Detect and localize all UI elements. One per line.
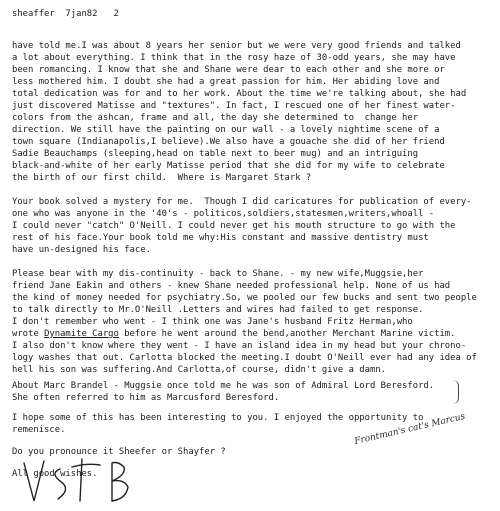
letter-line: hell his son was suffering.And Carlotta,of course, didn't give a damn.: [12, 365, 387, 375]
letter-line: remenisce.: [12, 425, 66, 435]
letter-line: the birth of our first child. Where is Margaret Stark ?: [12, 173, 312, 183]
letter-line: been romancing. I know that she and Shane were dear to each other and she more or: [12, 65, 445, 75]
letter-line: just discovered Matisse and "textures". In fact, I rescued one of her finest water-: [12, 101, 456, 111]
letter-line: friend Jane Eakin and others - knew Shane needed professional help. None of us had: [12, 281, 451, 291]
letter-line: I could never "catch" O'Neill. I could never get his mouth structure to go with the: [12, 221, 456, 231]
letter-line: less mothered him. I doubt she had a great passion for him. Her abiding love and: [12, 77, 440, 87]
letter-line: Sadie Beauchamps (sleeping,head on table next to beer mug) and an intriguing: [12, 149, 419, 159]
letter-line: have told me.I was about 8 years her senior but we were very good friends and talked: [12, 41, 461, 51]
letter-line: total dedication was for and to her work. About the time we're talking about, she had: [12, 89, 467, 99]
letter-line: Your book solved a mystery for me. Though I did caricatures for publication of every-: [12, 197, 472, 207]
letter-line: I hope some of this has been interesting to you. I enjoyed the opportunity to: [12, 413, 424, 423]
letter-line: the kind of money needed for psychiatry.So, we pooled our few bucks and sent two people: [12, 293, 477, 303]
letter-header: sheaffer 7jan82 2: [12, 9, 119, 19]
letter-line: black-and-white of her early Matisse period that she did for my wife to celebrate: [12, 161, 445, 171]
letter-line: Please bear with my dis-continuity - back to Shane. - my new wife,Muggsie,her: [12, 269, 424, 279]
letter-line: to talk directly to Mr.O'Neill .Letters and wires had failed to get response.: [12, 305, 424, 315]
letter-line: I also don't know where they went - I have an island idea in my head but your chrono-: [12, 341, 467, 351]
signature-scribble: [20, 455, 170, 507]
letter-line: rest of his face.Your book told me why:His constant and massive dentistry must: [12, 233, 429, 243]
letter-line: colors from the ashcan, frame and all, the day she determined to change her: [12, 113, 419, 123]
margin-bracket: [452, 380, 459, 404]
letter-text: before he went around the bend,another Merchant Marine victim.: [118, 329, 456, 339]
letter-line: logy washes that out. Carlotta blocked the meeting.I doubt O'Neill ever had any idea of: [12, 353, 477, 363]
closing-line: All good wishes.: [12, 469, 98, 479]
letter-line: Do you pronounce it Sheefer or Shayfer ?: [12, 447, 226, 457]
letter-text: wrote: [12, 329, 45, 339]
letter-line: About Marc Brandel - Muggsie once told me he was son of Admiral Lord Beresford.: [12, 381, 435, 391]
letter-line: one who was anyone in the '40's - politicos,soldiers,statesmen,writers,whoall -: [12, 209, 435, 219]
letter-line: [12, 328, 456, 340]
letter-line: I don't remember who went - I think one was Jane's husband Fritz Herman,who: [12, 317, 413, 327]
letter-line: a lot about everything. I think that in the rosy haze of 30-odd years, she may have: [12, 53, 456, 63]
letter-line: She often referred to him as Marcusford Beresford.: [12, 393, 280, 403]
book-title: Dynamite Cargo: [44, 329, 119, 339]
letter-line: have un-designed his face.: [12, 245, 151, 255]
letter-line: direction. We still have the painting on our wall - a lovely nightime scene of a: [12, 125, 440, 135]
letter-line: town square (Indianapolis,I believe).We also have a gouache she did of her friend: [12, 137, 445, 147]
handwritten-note: Frontman's cat's Marcus: [353, 411, 467, 448]
